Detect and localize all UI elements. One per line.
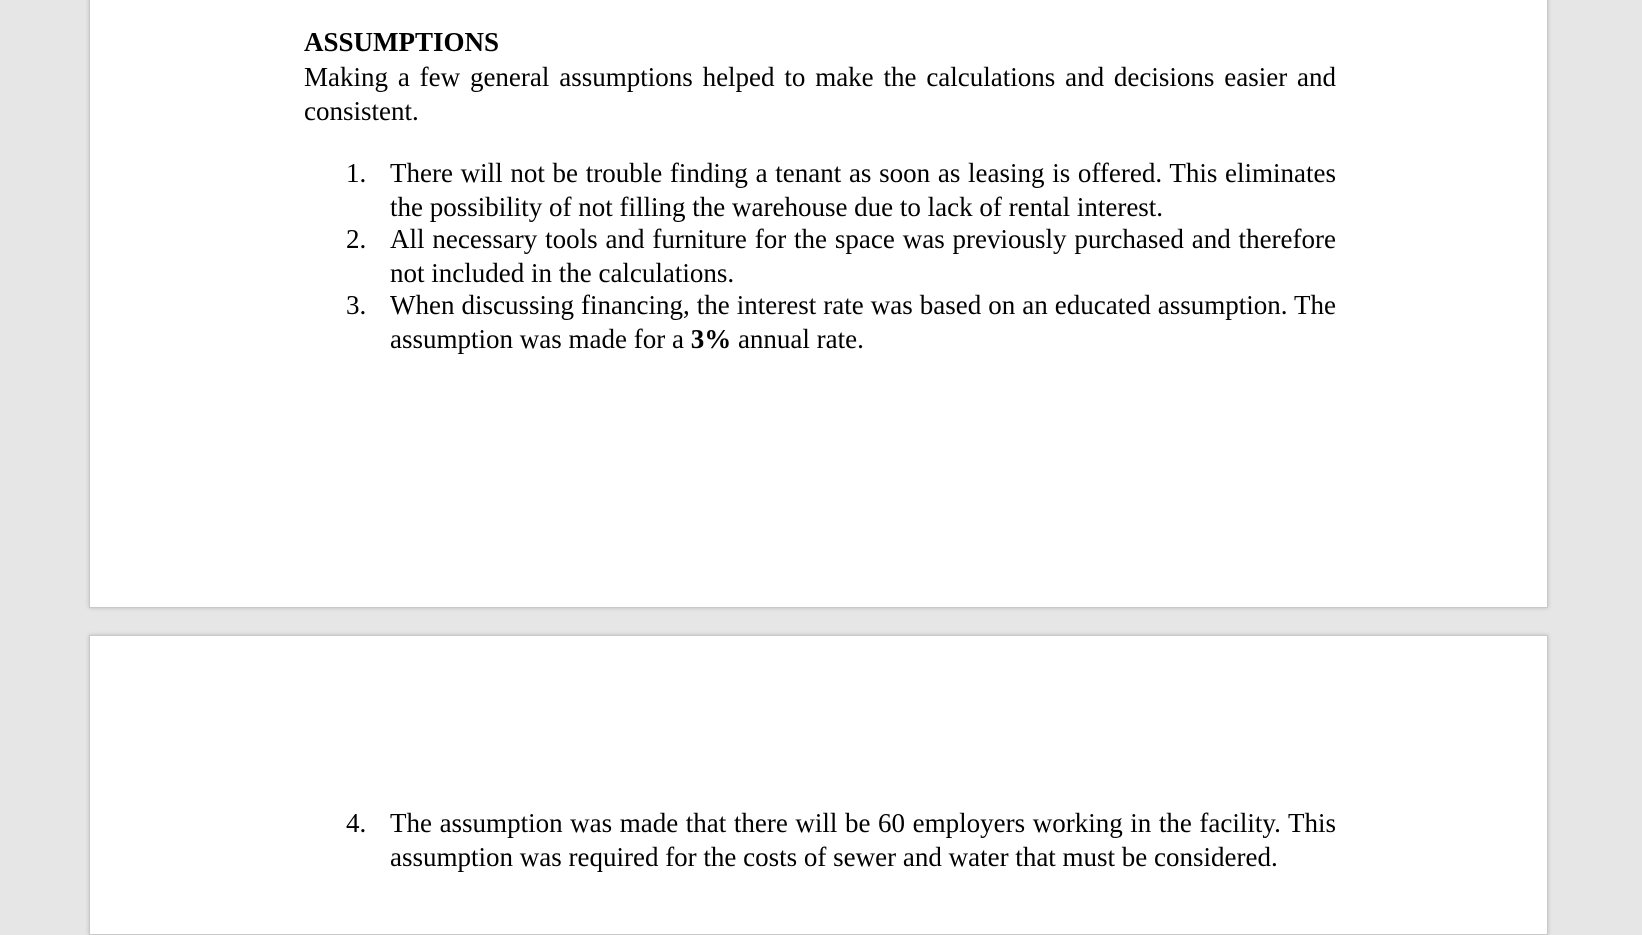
- interest-rate-value: 3%: [690, 324, 732, 354]
- list-item-number: 3.: [346, 290, 367, 320]
- list-item-text: The assumption was made that there will be 60 employers working in the facility. This assumption was required for the costs of sewer and water that must be considered.: [390, 808, 1336, 872]
- list-item: [304, 222, 1336, 290]
- list-item-number: 2.: [346, 224, 367, 254]
- assumptions-list-continued: [304, 806, 1336, 872]
- assumptions-list: [304, 156, 1336, 354]
- list-item-text-after: annual rate.: [731, 324, 864, 354]
- document-page-2: [89, 635, 1548, 935]
- section-heading: ASSUMPTIONS: [304, 27, 500, 57]
- list-item-text: All necessary tools and furniture for the space was previously purchased and therefore not included in the calculations.: [390, 224, 1336, 288]
- list-item-text: [390, 288, 1336, 356]
- list-item: [304, 806, 1336, 874]
- list-item-number: 4.: [346, 808, 367, 838]
- list-item-text: There will not be trouble finding a tenant as soon as leasing is offered. This eliminates the possibility of not filling the warehouse due to lack of rental interest.: [390, 158, 1336, 222]
- list-item-text-before: When discussing financing, the interest rate was based on an educated assumption. The assumption was made for a: [390, 290, 1336, 354]
- list-item: [304, 288, 1336, 356]
- list-item: [304, 156, 1336, 224]
- intro-paragraph: Making a few general assumptions helped to make the calculations and decisions easier and consistent.: [304, 62, 1336, 126]
- list-item-number: 1.: [346, 158, 367, 188]
